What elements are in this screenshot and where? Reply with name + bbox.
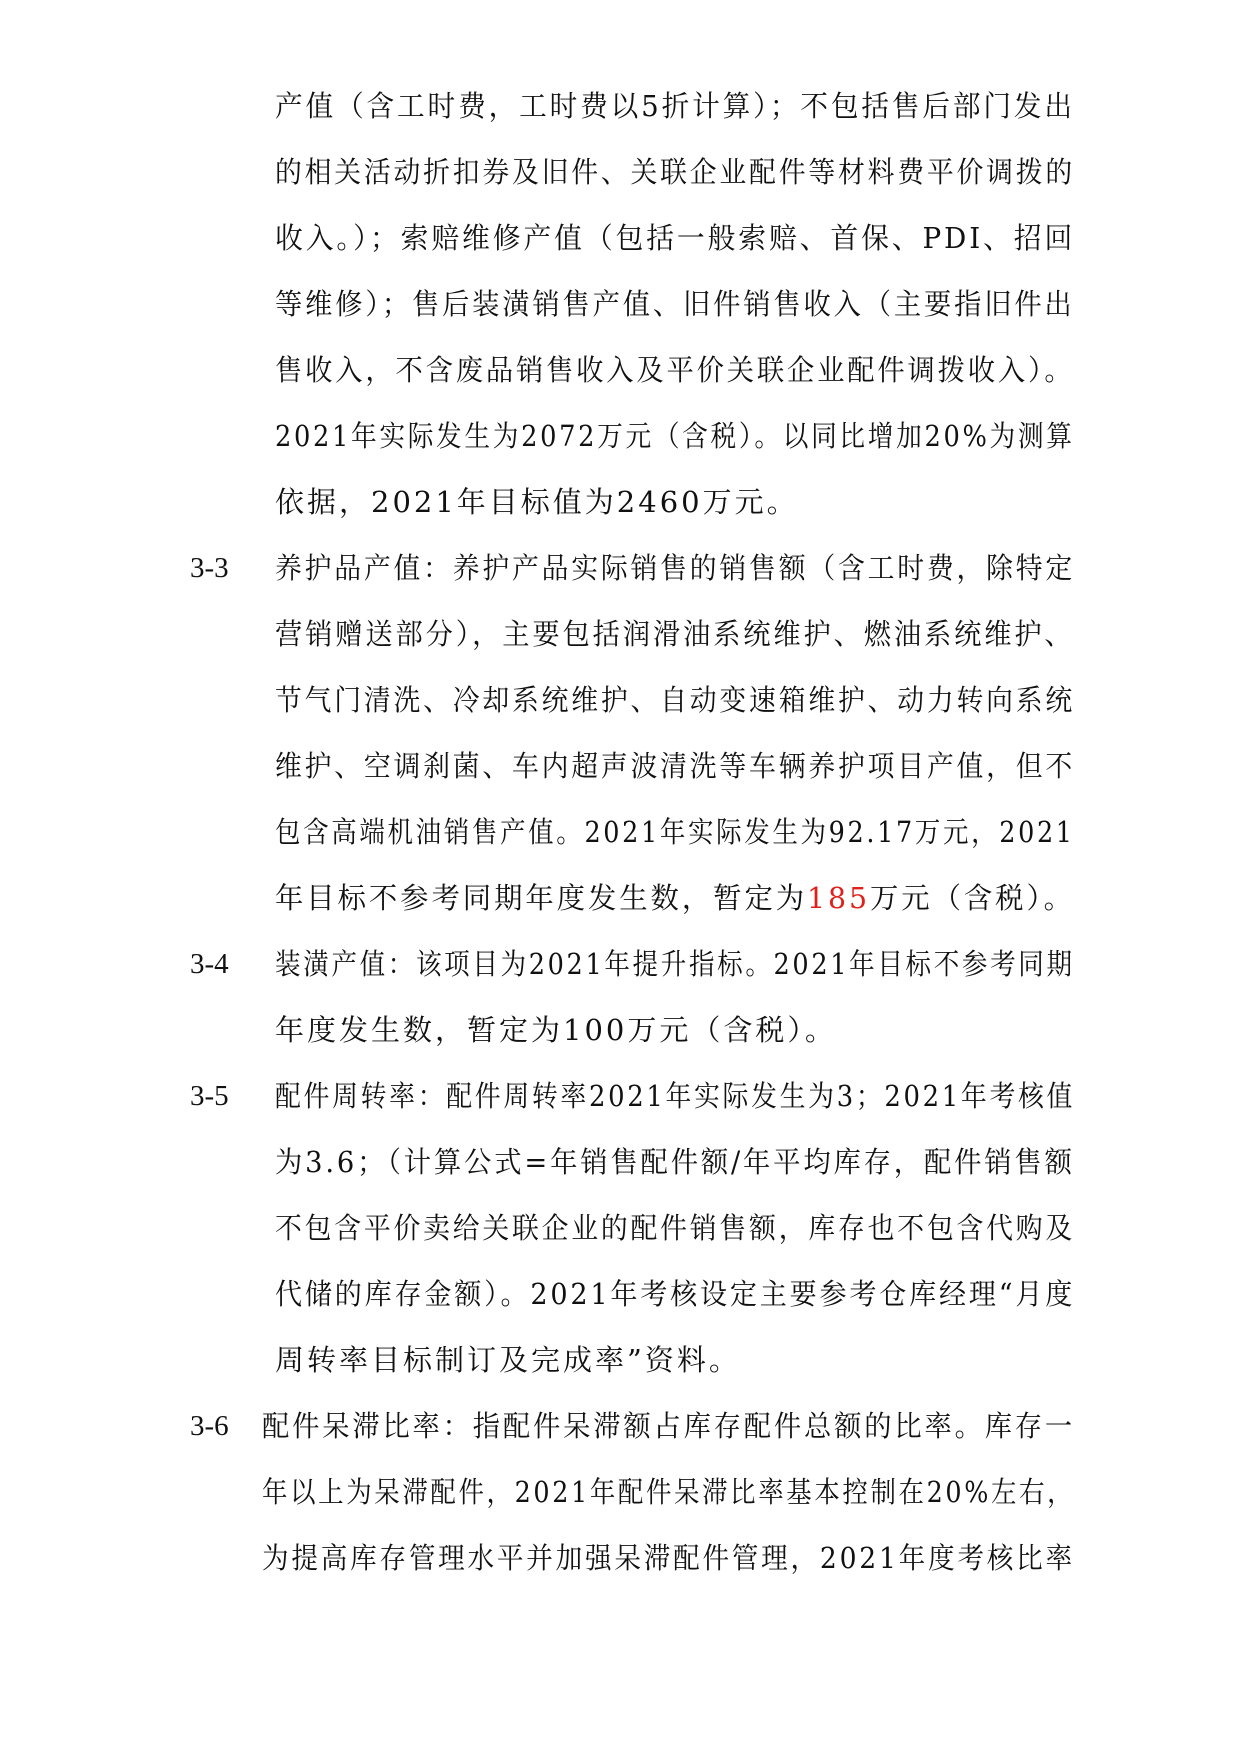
item-line (275, 878, 1075, 918)
item-number: 3-3 (190, 552, 229, 584)
item-line: 配件呆滞比率：指配件呆滞额占库存配件总额的比率。库存一 (262, 1409, 1076, 1443)
item-line: 为3.6；（计算公式=年销售配件额/年平均库存，配件销售额 (275, 1145, 1075, 1179)
item-line: 代储的库存金额）。2021年考核设定主要参考仓库经理“月度 (275, 1277, 1076, 1311)
item-line: 装潢产值：该项目为2021年提升指标。2021年目标不参考同期 (275, 947, 1075, 981)
continuation-line: 等维修）；售后装潢销售产值、旧件销售收入（主要指旧件出 (275, 287, 1075, 321)
continuation-line: 2021年实际发生为2072万元（含税）。以同比增加20%为测算 (275, 419, 1075, 453)
item-line: 年度发生数，暂定为100万元（含税）。 (275, 1013, 837, 1047)
item-line: 配件周转率：配件周转率2021年实际发生为3；2021年考核值 (275, 1079, 1076, 1113)
item-number: 3-5 (190, 1080, 229, 1112)
highlighted-value: 185 (807, 881, 870, 915)
continuation-line: 产值（含工时费，工时费以5折计算）；不包括售后部门发出 (275, 89, 1075, 123)
item-line: 养护品产值：养护产品实际销售的销售额（含工时费，除特定 (275, 551, 1075, 585)
item-line: 周转率目标制订及完成率”资料。 (275, 1343, 741, 1377)
text-segment: 万元（含税）。 (869, 881, 1075, 915)
item-line: 包含高端机油销售产值。2021年实际发生为92.17万元，2021 (275, 815, 1075, 849)
item-line: 节气门清洗、冷却系统维护、自动变速箱维护、动力转向系统 (275, 683, 1075, 717)
text-segment: 年目标不参考同期年度发生数，暂定为 (275, 881, 808, 915)
item-line: 营销赠送部分），主要包括润滑油系统维护、燃油系统维护、 (275, 617, 1075, 651)
item-line: 不包含平价卖给关联企业的配件销售额，库存也不包含代购及 (275, 1211, 1075, 1245)
continuation-line: 的相关活动折扣券及旧件、关联企业配件等材料费平价调拨的 (275, 155, 1075, 189)
item-line: 为提高库存管理水平并加强呆滞配件管理，2021年度考核比率 (262, 1541, 1075, 1575)
item-number: 3-4 (190, 948, 229, 980)
continuation-line: 收入。）；索赔维修产值（包括一般索赔、首保、PDI、招回 (275, 221, 1076, 255)
item-line: 年以上为呆滞配件，2021年配件呆滞比率基本控制在20%左右， (262, 1475, 1076, 1509)
continuation-line: 依据，2021年目标值为2460万元。 (275, 485, 799, 519)
item-line: 维护、空调刹菌、车内超声波清洗等车辆养护项目产值，但不 (275, 749, 1075, 783)
continuation-line: 售收入，不含废品销售收入及平价关联企业配件调拨收入）。 (275, 353, 1075, 387)
item-number: 3-6 (190, 1410, 229, 1442)
